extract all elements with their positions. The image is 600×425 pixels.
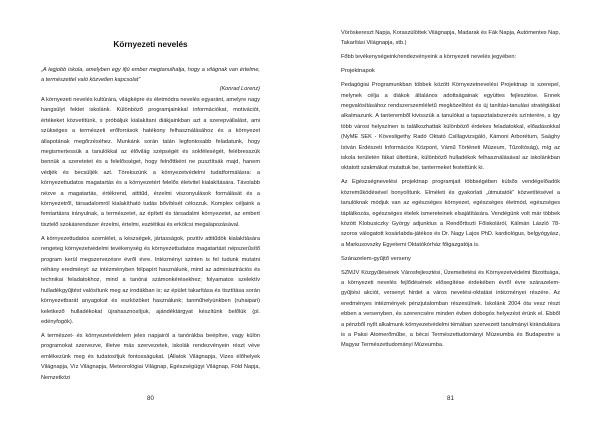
paragraph: Főbb tevékenységeink/rendezvényeink a környezeti nevelés jegyében: — [341, 54, 517, 61]
left-page — [41, 0, 260, 425]
paragraph: SZMJV Közgyűlésének Városfejlesztési, Üzemeltetési és Környezetvédelmi Bizottsága, a környezeti nevelés fejlődésének elősegítése érdekében évről évre szárazelem-gyűjtési akciót, versenyt hirdet a város nevelési-oktatási intézményei részére. Az eredményes intézmények pénzjutalomban részesülnek. Iskolánk 2004 óta vesz részt ebben a versenyben, és szerencsére minden évben dobogós helyezést érünk el. Ebből a pénzből nyílt alkalmunk környezetvédelmi témában szervezett tanulmányi kirándulásra is a Paksi Atomerőműbe, a bécsi Természettudományi Múzeumba és Budapestre a Magyar Természettudományi Múzeumba. — [341, 269, 560, 349]
paragraph: Pedagógiai Programunkban többek között Környezetnevelési Projektnap is szerepel, melynek célja a diákok általános adottságainak együttes fejlesztése. Ennek megvalósításához rendszerszemléletű megközelítést és új tanítási-tanulási stratégiákat alkalmazunk. A tanteremből kivisszük a tanulókat a tapasztalatszerzés színterére, s így több városi helyszínen is találkozhattak különböző érdekes feladatokkal, előadásokkal (NyME SEK - Kövesligethy Radó Oktató Csillagvizsgáló, Kámoni Arborétum, Saághy István Erdészeti Információs Központ, Vámű Történeti Múzeum, Tűzoltóság), míg az iskola területén fákat ültettünk, különböző hulladékok felhasználásával az iskolánkban oktatott szakmákat mutattuk be, tantermeket festettünk ki. — [341, 82, 560, 172]
left-body — [41, 95, 260, 386]
right-page — [341, 0, 560, 425]
epigraph-quote: „A legjobb iskola, amelyben egy ifjú ember megtanulhatja, hogy a világnak van értelme, a természettel való közvetlen kapcsolat” — [41, 67, 260, 83]
page-number: 80 — [147, 395, 154, 402]
paragraph: A környezeti nevelés kultúrára, világképre és életmódra nevelés egyaránt, amelyre nagy hangsúlyt fektet iskolánk. Különböző programjainkkal információkat, motivációt, értékeket közvetítünk, s próbáljuk kialakítani diákjainkban azt a szerepvállalást, ami szükséges a természeti erőforrások hatékony felhasználásához és a környezet állapotának megőrzéséhez. Munkánk során talán legfontosabb feladatunk, hogy megismertessük a tanulókkal az élővilág szépségét és sokféleségét, felébresszük bennük a szeretetet és a felelősséget, hogy felnőttként ne pusztítsák majd, hanem védjék és becsüljék azt. Törekszünk a környezetvédelmi tudatformálásra: a környezettudatos magatartás és a környezetért felelős életvitel kialakítására. Távolabb nézve a magatartás, értékrend, attitűd, érzelmi viszonyulások formálását és a környezetről, társadalomról kialakítható tudás bővítését célozzuk. Komplex céljaink a femtartásra irányulnak, a természetet, az épített és társadalmi környezetet, az embert tisztelő szokásrendszer érzelmi, értelmi, esztétikai és erkölcsi megalapozásával. — [41, 97, 260, 228]
page-title: Környezeti nevelés — [113, 40, 188, 49]
paragraph: A természet- és környezetvédelem jeles napjairól a tanórákba beépítve, vagy külön programokat szervezve, illetve más szervezetek, iskolák rendezvényein részt véve emlékezünk meg és tudatosítjuk fontosságukat. (Állatok Világnapja, Vizes élőhelyek Világnapja, Víz Világnapja, Meteorológiai Világnap, Egészségügyi Világnap, Föld Napja, Nemzetközi — [41, 332, 260, 381]
quote-author: (Konrad Lorenz) — [219, 86, 260, 92]
paragraph: A környezettudatos szemlélet, a készségek, jártasságok, pozitív attitűdök kialakítására rengeteg környezetvédelmi tevékenység és környezettudatos magatartást népszerűsítő program kerül megszervezésre évről évre. Intézményi szinten is fel tudunk mutatni néhány eredményt: az intézményben félpapírt használunk, mind az adminisztrációs és technikai feladatokhoz, mind a tanórai számonkérésekhez; folyamatos szelektív hulladékgyűjtést valósítunk meg az irodákban is; az épület takarítása és tisztítása során környezetbarát anyagokat és eszközöket használunk; tanműhelyünkben (ruhaipari) keletkező hulladékokat újrahasznosítjuk, ajándéktárgyat készítünk belőlük (pl. edényfogók). — [41, 235, 260, 326]
paragraph: Az Egészségnevelési projektnap programjait többségében külsős vendégelőadók közreműködésével bonyolítunk. Elméleti és gyakorlati „útmutatók” közvetítésével a tanulóknak módjuk van az egészséges környezet, egészséges életmód, egészséges táplálkozás, egészséges ételek ismereteinek elsajátítására. Vendégünk volt már többek között Klobusiczky György adjunktus a Rendőrtiszti Főiskoláról, Kálmán László 78-szoros válogatott kosárlabda-játékos és Dr. Nagy Lajos PhD. kardiológus, belgyógyász, a Markusovszky Egyetemi Oktatókórház főigazgatója is. — [341, 179, 560, 248]
section-heading: Projektnapok — [341, 68, 375, 75]
section-heading: Szárazelem-gyűjtő verseny — [341, 255, 411, 262]
page-number: 81 — [447, 395, 454, 402]
paragraph: Vöröskereszt Napja, Koraszülöttek Világnapja, Madarak és Fák Napja, Autómentes Nap, Takarítási Világnapja, stb.) — [341, 30, 560, 47]
right-body — [341, 28, 560, 354]
